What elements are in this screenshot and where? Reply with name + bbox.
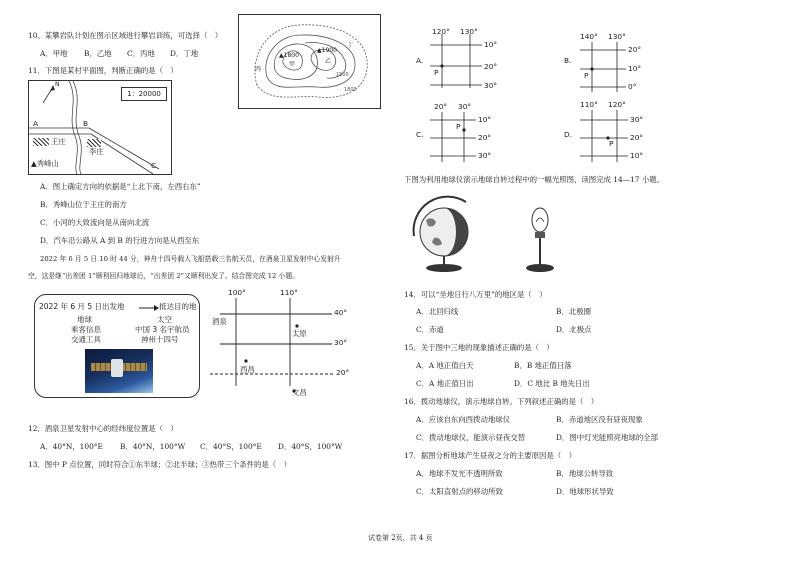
- grid-c-lon-2: 30°: [458, 102, 472, 111]
- grid-d-p: P: [609, 139, 614, 148]
- q10-option-b[interactable]: B．乙地: [84, 49, 112, 58]
- north-arrow-label: N: [55, 81, 60, 88]
- place-jiuquan: 酒泉: [212, 317, 227, 326]
- grid-c-lat-1: 10°: [478, 115, 492, 124]
- lat-20: 20°: [336, 368, 350, 377]
- label-ding: 丁: [347, 42, 354, 49]
- grid-c-lat-2: 20°: [478, 133, 492, 142]
- q14-option-c[interactable]: C．赤道: [416, 325, 444, 334]
- choice-grid-lines: [400, 22, 780, 172]
- grid-d-letter[interactable]: D.: [564, 130, 573, 139]
- q12-option-d[interactable]: D．40°S，100°W: [278, 442, 343, 451]
- q14-option-b[interactable]: B．北极圈: [556, 307, 591, 316]
- q16-option-a[interactable]: A．应该自东向西拨动地球仪: [416, 415, 511, 424]
- contour-1800: 1800: [344, 87, 357, 93]
- col1-earth: 地球: [77, 315, 92, 324]
- grid-a-lon-2: 130°: [460, 27, 478, 36]
- label-bing: 丙: [255, 66, 262, 73]
- point-b: B: [83, 119, 89, 128]
- place-wenchang: 文昌: [292, 388, 307, 397]
- q12-option-b[interactable]: B．40°N，100°W: [120, 442, 186, 451]
- grid-d-lon-1: 110°: [580, 100, 598, 109]
- label-jia: 甲: [289, 61, 296, 68]
- col1-passenger: 乘客信息: [71, 325, 101, 334]
- q15-stem: 15．关于图中三地的现象描述正确的是（ ）: [404, 343, 554, 352]
- grid-b-letter[interactable]: B.: [564, 56, 572, 65]
- grid-a-lat-3: 30°: [484, 81, 498, 90]
- lat-40: 40°: [334, 308, 348, 317]
- col2-space: 太空: [157, 315, 172, 324]
- mission-info-box: [34, 294, 200, 398]
- lizhuang-icon: [87, 139, 101, 147]
- q10-option-d[interactable]: D．丁地: [170, 49, 199, 58]
- point-c: C: [151, 161, 157, 170]
- wangzhuang-label: 王庄: [51, 137, 66, 146]
- lat-lon-choice-grids: [400, 22, 780, 172]
- grid-b-lon-1: 140°: [580, 32, 598, 41]
- q15-option-a[interactable]: A．A 地正值白天: [416, 361, 474, 370]
- globe-lamp-illustration: [404, 192, 574, 274]
- col2-spacecraft: 神州十四号: [141, 335, 179, 344]
- contour-1500: 1500: [336, 72, 349, 78]
- grid-a-p: P: [434, 68, 439, 77]
- place-taiyuan: 太原: [292, 329, 307, 338]
- contour-lines: [239, 15, 380, 108]
- q11-option-a[interactable]: A．图上确定方向的依据是“上北下南，左西右东”: [40, 182, 201, 191]
- grid-b-lat-1: 20°: [628, 45, 642, 54]
- station-module: [111, 359, 123, 377]
- grid-b-lat-2: 10°: [628, 64, 642, 73]
- grid-b-lon-2: 130°: [608, 32, 626, 41]
- grid-c-p: P: [456, 122, 461, 131]
- lizhuang-label: 李庄: [89, 147, 104, 156]
- col2-astronauts: 中国 3 名宇航员: [135, 325, 190, 334]
- q16-option-d[interactable]: D．图中灯光能照亮地球的全部: [556, 433, 659, 442]
- q17-option-c[interactable]: C．太阳直射点的移动所致: [416, 487, 503, 496]
- q17-stem: 17．据图分析地球产生昼夜之分的主要原因是（ ）: [404, 451, 577, 460]
- peak-1800: ▲1800: [279, 52, 299, 59]
- q11-option-d[interactable]: D．汽车沿公路从 A 到 B 的行进方向是从西至东: [40, 236, 200, 245]
- q14-option-a[interactable]: A．北回归线: [416, 307, 459, 316]
- point-a: A: [33, 119, 39, 128]
- q12-stem: 12．酒泉卫星发射中心的经纬度位置是（ ）: [28, 424, 178, 433]
- contour-map: [238, 14, 381, 109]
- q16-stem: 16．拨动地球仪，演示地球自转。下列叙述正确的是（ ）: [404, 397, 599, 406]
- space-station-image: [85, 349, 153, 393]
- q16-option-c[interactable]: C．拨动地球仪，能演示昼夜交替: [416, 433, 526, 442]
- arrive-label: 抵达目的地: [159, 302, 197, 311]
- grid-d-lat-1: 30°: [630, 115, 644, 124]
- xiufeng-mountain: ▲秀峰山: [31, 159, 59, 168]
- grid-b-p: P: [584, 71, 589, 80]
- q14-stem: 14．可以“坐地日行八万里”的地区是（ ）: [404, 290, 547, 299]
- grid-a-lat-2: 20°: [484, 62, 498, 71]
- label-yi: 乙: [325, 58, 332, 65]
- q11-option-c[interactable]: C．小河的大致流向是从南向北流: [40, 218, 150, 227]
- q15-option-b[interactable]: B．B 地正值日落: [514, 361, 572, 370]
- grid-lines: [206, 286, 346, 398]
- grid-c-lat-3: 30°: [478, 151, 492, 160]
- grid-c-letter[interactable]: C.: [416, 130, 424, 139]
- q17-option-d[interactable]: D．地球形状导致: [556, 487, 614, 496]
- q10-option-c[interactable]: C．丙地: [127, 49, 155, 58]
- col1-transport: 交通工具: [71, 335, 101, 344]
- q14-option-d[interactable]: D．北极点: [556, 325, 592, 334]
- peak-1900: ▲1900: [317, 47, 337, 54]
- globe-lamp-drawing: [404, 192, 574, 274]
- q12-option-a[interactable]: A．40°N，100°E: [40, 442, 103, 451]
- depart-label: 2022 年 6 月 5 日出发地: [39, 302, 125, 311]
- lat-lon-grid-map: [206, 286, 350, 398]
- q15-option-c[interactable]: C．A 地正值日出: [416, 379, 474, 388]
- village-map: [28, 80, 172, 175]
- grid-d-lon-2: 120°: [608, 100, 626, 109]
- grid-a-letter[interactable]: A.: [416, 56, 424, 65]
- q15-option-d[interactable]: D．C 地比 B 地先日出: [514, 379, 590, 388]
- q17-option-b[interactable]: B．地球公转导致: [556, 469, 614, 478]
- q14-17-intro: 下图为利用地球仪演示地球自转过程中的一幅光照图，读图完成 14—17 小题。: [404, 175, 665, 184]
- grid-d-lat-3: 10°: [630, 151, 644, 160]
- q11-option-b[interactable]: B．秀峰山位于王庄的南方: [40, 200, 127, 209]
- page-footer: 试卷第 2页，共 4 页: [368, 534, 433, 542]
- grid-a-lat-1: 10°: [484, 40, 498, 49]
- q12-option-c[interactable]: C．40°S，100°E: [200, 442, 262, 451]
- q11-stem: 11．下图是某村平面图，判断正确的是（ ）: [28, 66, 178, 75]
- grid-a-lon-1: 120°: [432, 27, 450, 36]
- q13-stem: 13．图中 P 点位置，同时符合①东半球；②北半球；③热带三个条件的是（ ）: [28, 460, 291, 469]
- intro-line-2: 空，这是继“出差团 1”顺利回归地球后，“出差团 2”又顺利出发了。结合图完成 12 小题。: [28, 272, 299, 280]
- map-scale: 1：20000: [121, 87, 167, 101]
- q17-option-a[interactable]: A．地球不发光不透明所致: [416, 469, 503, 478]
- intro-line-1: 2022 年 6 月 5 日 10 时 44 分，神舟十四号载人飞船搭载三名航天员，在酒泉卫星发射中心发射升: [40, 255, 341, 263]
- wangzhuang-icon: [33, 138, 49, 146]
- grid-b-lat-3: 0°: [628, 82, 637, 91]
- lon-110: 110°: [280, 288, 298, 297]
- arrow-right-icon: [139, 305, 159, 311]
- place-xichang: 西昌: [240, 365, 255, 374]
- q16-option-b[interactable]: B．赤道地区没有昼夜现象: [556, 415, 643, 424]
- lat-30: 30°: [334, 338, 348, 347]
- grid-d-lat-2: 20°: [630, 133, 644, 142]
- lon-100: 100°: [228, 288, 246, 297]
- q10-option-a[interactable]: A．甲地: [40, 49, 68, 58]
- grid-c-lon-1: 20°: [434, 102, 448, 111]
- q10-stem: 10、某攀岩队计划在图示区域进行攀岩训练，可选择（ ）: [28, 31, 223, 40]
